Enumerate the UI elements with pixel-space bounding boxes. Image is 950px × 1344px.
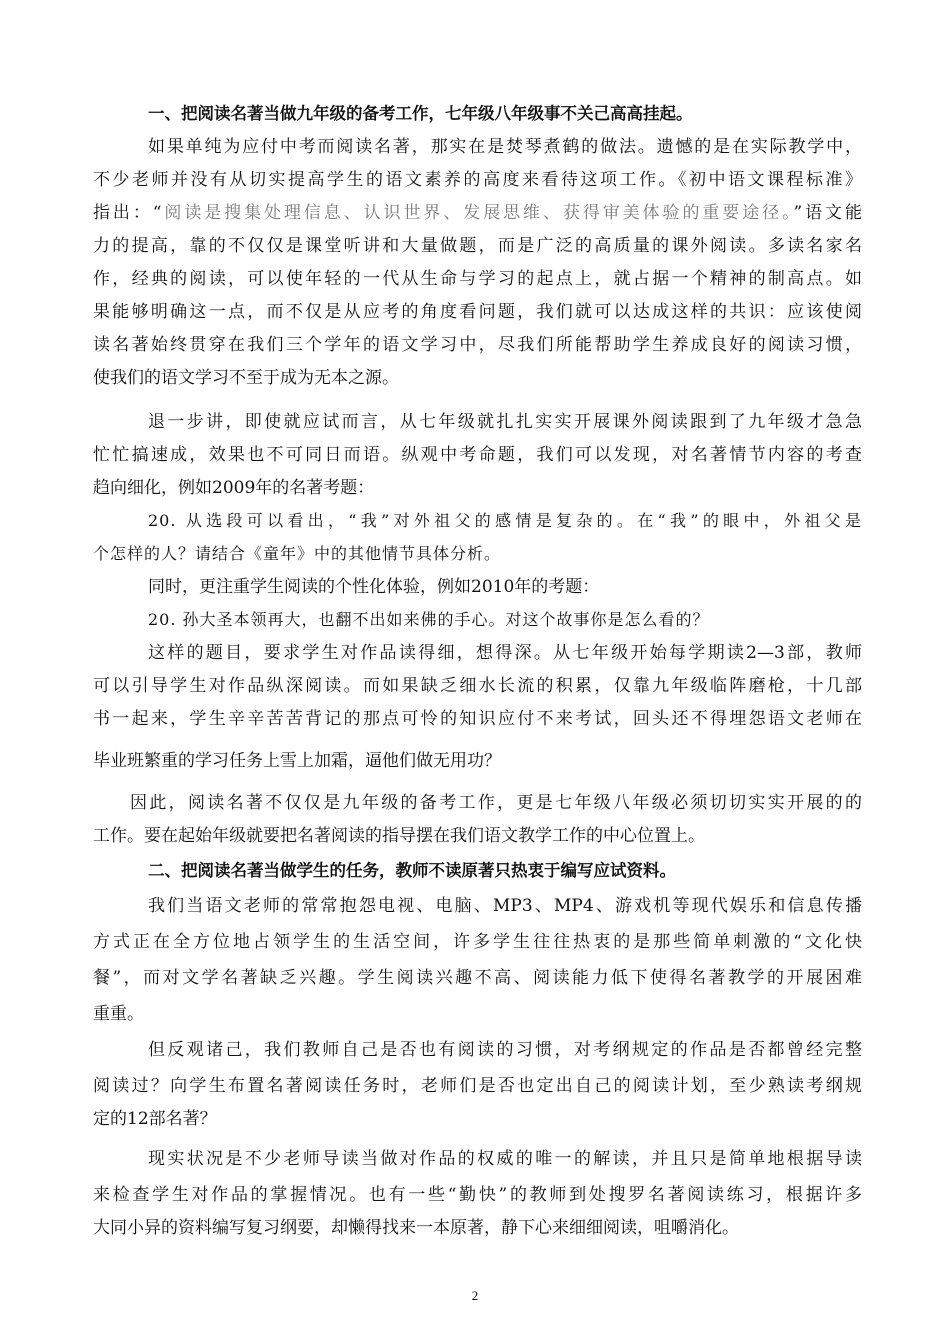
paragraph-line: 退一步讲，即使就应试而言，从七年级就扎扎实实开展课外阅读跟到了九年级才急急	[148, 412, 862, 432]
paragraph-line: 但反观诸己，我们教师自己是否也有阅读的习惯，对考纲规定的作品是否都曾经完整	[148, 1040, 862, 1060]
paragraph-line: 作，经典的阅读，可以使年轻的一代从生命与学习的起点上，就占据一个精神的制高点。如	[93, 269, 862, 289]
paragraph-line: 果能够明确这一点，而不仅是从应考的角度看问题，我们就可以达成这样的共识：应该使阅	[93, 302, 862, 322]
paragraph-line: 现实状况是不少老师导读当做对作品的权威的唯一的解读，并且只是简单地根据导读	[148, 1149, 862, 1169]
curriculum-quote: 阅读是搜集处理信息、认识世界、发展思维、获得审美体验的重要途径。	[161, 203, 794, 223]
paragraph-line: 这样的题目，要求学生对作品读得细，想得深。从七年级开始每学期读2—3部，教师	[148, 643, 862, 663]
paragraph-line: 使我们的语文学习不至于成为无本之源。	[93, 368, 399, 388]
paragraph-line: 方式正在全方位地占领学生的生活空间，许多学生往往热衷的是那些简单刺激的“文化快	[93, 932, 862, 952]
paragraph-line: 如果单纯为应付中考而阅读名著，那实在是焚琴煮鹤的做法。遗憾的是在实际教学中，	[148, 137, 862, 157]
paragraph-line: 力的提高，靠的不仅仅是课堂听讲和大量做题，而是广泛的高质量的课外阅读。多读名家名	[93, 236, 862, 256]
section-heading-1: 一、把阅读名著当做九年级的备考工作，七年级八年级事不关己高高挂起。	[148, 104, 693, 123]
exam-question-line: 个怎样的人？请结合《童年》中的其他情节具体分析。	[93, 544, 502, 563]
paragraph-line: 定的12部名著？	[93, 1109, 217, 1129]
quote-close: ”语文能	[793, 203, 862, 223]
paragraph-line: 同时，更注重学生阅读的个性化体验，例如2010年的考题：	[148, 577, 600, 597]
paragraph-line: 工作。要在起始年级就要把名著阅读的指导摆在我们语文教学工作的中心位置上。	[93, 826, 705, 846]
paragraph-line: 忙忙搞速成，效果也不可同日而语。纵观中考命题，我们可以发现，对名著情节内容的考查	[93, 445, 862, 465]
page-number: 2	[471, 1288, 479, 1303]
paragraph-line: 我们当语文老师的常常抱怨电视、电脑、MP3、MP4、游戏机等现代娱乐和信息传播	[148, 896, 862, 916]
paragraph-line: 阅读过？向学生布置名著阅读任务时，老师们是否也定出自己的阅读计划，至少熟读考纲规	[93, 1076, 862, 1096]
exam-question-line: 20. 孙大圣本领再大，也翻不出如来佛的手心。对这个故事你是怎么看的？	[148, 610, 710, 629]
paragraph-line-quote	[93, 201, 862, 225]
exam-question-line: 20. 从选段可以看出，“我”对外祖父的感情是复杂的。在“我”的眼中，外祖父是	[148, 511, 862, 530]
paragraph-line: 可以引导学生对作品纵深阅读。而如果缺乏细水长流的积累，仅靠九年级临阵磨枪，十几部	[93, 676, 862, 696]
paragraph-line: 趋向细化，例如2009年的名著考题：	[93, 478, 375, 498]
paragraph-line: 因此，阅读名著不仅仅是九年级的备考工作，更是七年级八年级必须切切实实开展的的	[130, 793, 862, 813]
quote-open: 指出：“	[93, 203, 162, 223]
paragraph-line: 大同小异的资料编写复习纲要，却懒得找来一本原著，静下心来细细阅读，咀嚼消化。	[93, 1218, 739, 1238]
paragraph-line: 读名著始终贯穿在我们三个学年的语文学习中，尽我们所能帮助学生养成良好的阅读习惯，	[93, 335, 862, 355]
paragraph-line: 书一起来，学生辛辛苦苦背记的那点可怜的知识应付不来考试，回头还不得埋怨语文老师在	[93, 709, 862, 729]
paragraph-line: 来检查学生对作品的掌握情况。也有一些“勤快”的教师到处搜罗名著阅读练习，根据许多	[93, 1185, 862, 1205]
section-heading-2: 二、把阅读名著当做学生的任务，教师不读原著只热衷于编写应试资料。	[148, 861, 676, 880]
paragraph-line: 不少老师并没有从切实提高学生的语文素养的高度来看待这项工作。《初中语文课程标准》	[93, 170, 862, 190]
paragraph-line: 餐”，而对文学名著缺乏兴趣。学生阅读兴趣不高、阅读能力低下使得名著教学的开展困难	[93, 968, 862, 988]
paragraph-line: 重重。	[93, 1004, 144, 1024]
paragraph-line: 毕业班繁重的学习任务上雪上加霜，逼他们做无用功？	[93, 751, 501, 771]
